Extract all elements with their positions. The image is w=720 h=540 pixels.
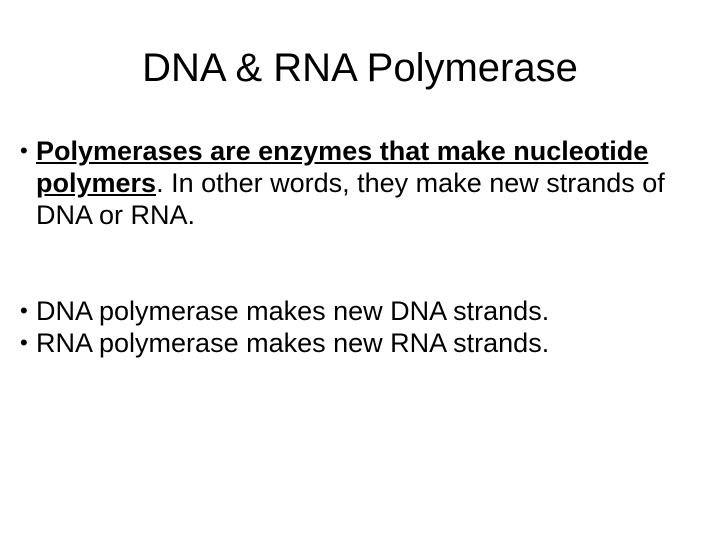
bullet-item-dna-polymerase	[20, 295, 700, 327]
bullet-icon	[20, 327, 36, 359]
bullet-icon	[20, 135, 36, 167]
bullet-item-polymerases	[20, 135, 700, 231]
bullet-text: RNA polymerase makes new RNA strands.	[36, 328, 550, 358]
bullet-continuation: . In other words, they make new strands of DNA or RNA.	[36, 168, 665, 230]
bullet-emphasis: Polymerases are enzymes that make nucleotide polymers	[36, 136, 649, 198]
bullet-item-rna-polymerase	[20, 327, 700, 359]
bullet-text	[36, 135, 700, 231]
bullet-icon	[20, 295, 36, 327]
bullet-list	[20, 135, 700, 359]
bullet-text: DNA polymerase makes new DNA strands.	[36, 296, 550, 326]
slide-title: DNA & RNA Polymerase	[142, 46, 578, 90]
